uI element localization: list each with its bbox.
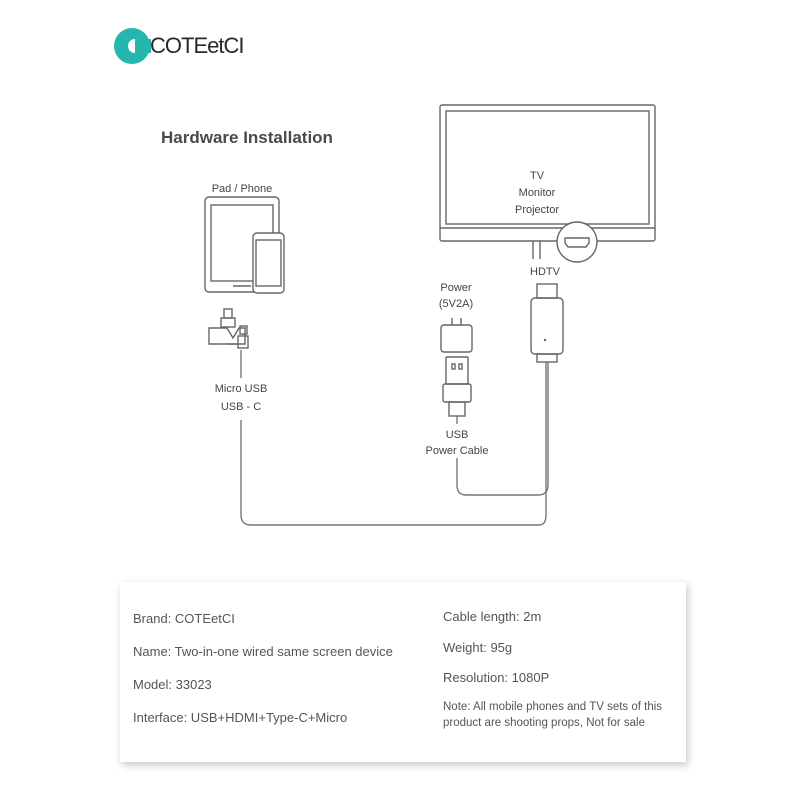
page-title: Hardware Installation <box>161 128 333 147</box>
usb-label: USB <box>445 429 469 441</box>
dual-connector-icon <box>209 309 248 348</box>
power-adapter-icon <box>441 318 472 352</box>
spec-cable-length: Cable length: 2m <box>443 609 542 624</box>
usb-c-label: USB - C <box>220 401 262 413</box>
micro-usb-label: Micro USB <box>214 383 268 395</box>
power-cable-label: Power Cable <box>425 445 489 457</box>
hdmi-port-icon <box>557 222 597 262</box>
spec-name: Name: Two-in-one wired same screen device <box>133 644 393 659</box>
spec-panel <box>120 582 686 762</box>
power-spec-label: (5V2A) <box>438 298 474 310</box>
display-label-tv: TV <box>529 170 545 182</box>
display-label-projector: Projector <box>514 204 560 216</box>
spec-note-line2: product are shooting props, Not for sale <box>443 717 646 729</box>
cable-lines <box>241 350 548 525</box>
usb-plug-icon <box>443 357 471 416</box>
phone-icon <box>253 233 284 293</box>
spec-interface: Interface: USB+HDMI+Type-C+Micro <box>133 710 348 725</box>
spec-weight: Weight: 95g <box>443 640 513 655</box>
spec-resolution: Resolution: 1080P <box>443 670 550 685</box>
spec-model: Model: 33023 <box>133 677 212 692</box>
display-label-monitor: Monitor <box>518 187 556 199</box>
spec-note-line1: Note: All mobile phones and TV sets of this <box>443 701 663 713</box>
spec-brand: Brand: COTEetCI <box>133 611 235 626</box>
brand-logo-text: COTEetCI <box>150 33 244 58</box>
hdmi-adapter-icon <box>531 284 563 362</box>
hdtv-label: HDTV <box>530 266 560 278</box>
power-label: Power <box>440 282 472 294</box>
pad-phone-label: Pad / Phone <box>211 183 273 195</box>
